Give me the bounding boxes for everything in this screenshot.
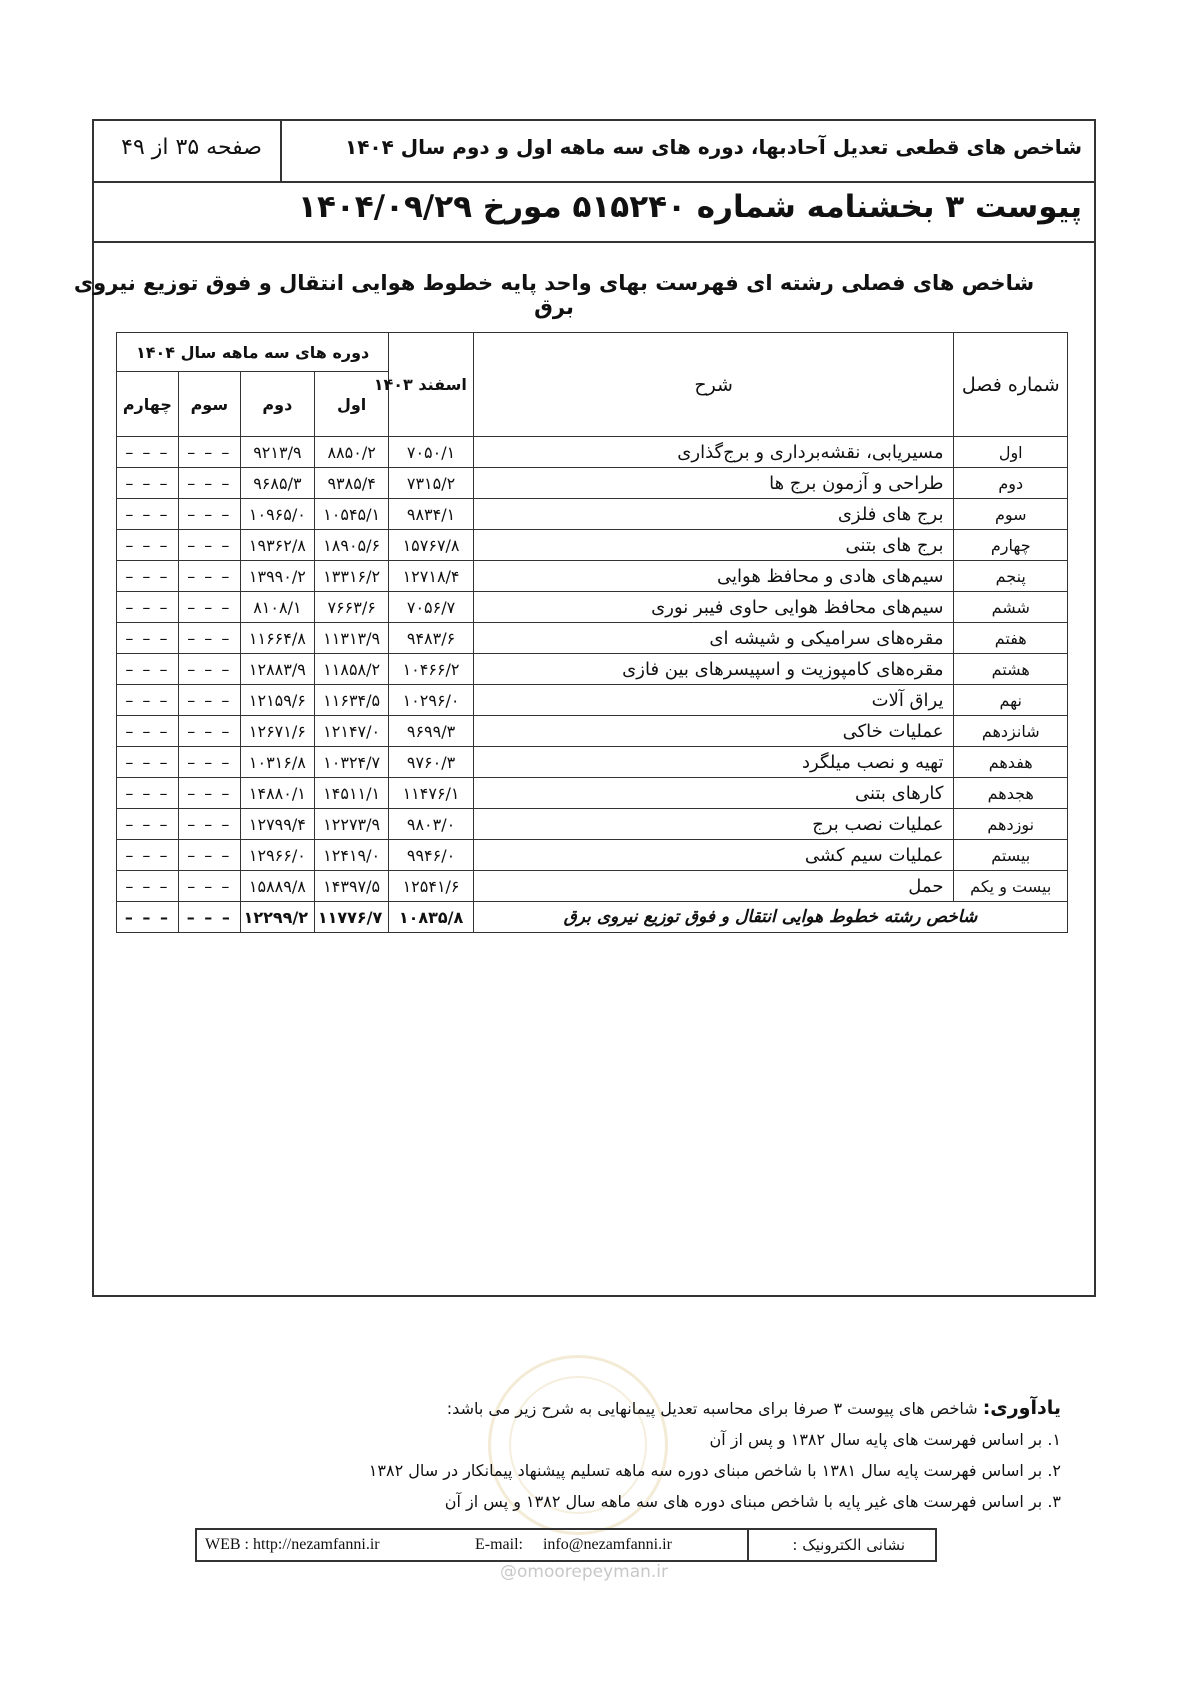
- table-row: – – – – – – ۱۲۶۷۱/۶ ۱۲۱۴۷/۰ ۹۶۹۹/۳ عملیات خاکی شانزدهم: [117, 716, 1068, 747]
- table-row: – – – – – – ۱۵۸۸۹/۸ ۱۴۳۹۷/۵ ۱۲۵۴۱/۶ حمل بیست و یکم: [117, 871, 1068, 902]
- website-link[interactable]: WEB : http://nezamfanni.ir: [205, 1536, 380, 1553]
- watermark-handle: @omoorepeyman.ir: [500, 1562, 669, 1582]
- q4-header: چهارم: [117, 372, 179, 437]
- table-row: – – – – – – ۸۱۰۸/۱ ۷۶۶۳/۶ ۷۰۵۶/۷ سیم‌های محافظ هوایی حاوی فیبر نوری ششم: [117, 592, 1068, 623]
- q3-header: سوم: [178, 372, 240, 437]
- q2-header: دوم: [240, 372, 314, 437]
- notes-block: [369, 1393, 1061, 1517]
- esfand-header: اسفند ۱۴۰۳: [389, 333, 474, 437]
- table-row: – – – – – – ۱۲۱۵۹/۶ ۱۱۶۳۴/۵ ۱۰۲۹۶/۰ یراق آلات نهم: [117, 685, 1068, 716]
- index-table: [116, 332, 1068, 933]
- notes-intro-line: [369, 1393, 1061, 1424]
- contact-box: [195, 1528, 937, 1562]
- email-link[interactable]: E-mail: info@nezamfanni.ir: [475, 1536, 672, 1553]
- q1-header: اول: [315, 372, 389, 437]
- document-title: شاخص های قطعی تعدیل آحادبها، دوره های سه ماهه اول و دوم سال ۱۴۰۴: [345, 135, 1082, 159]
- table-row: – – – – – – ۱۳۹۹۰/۲ ۱۳۳۱۶/۲ ۱۲۷۱۸/۴ سیم‌های هادی و محافظ هوایی پنجم: [117, 561, 1068, 592]
- note-item: ۳. بر اساس فهرست های غیر پایه با شاخص مبنای دوره های سه ماهه سال ۱۳۸۲ و پس از آن: [444, 1492, 1061, 1511]
- total-row: – – – – – – ۱۲۲۹۹/۲ ۱۱۷۷۶/۷ ۱۰۸۳۵/۸ شاخص رشته خطوط هوایی انتقال و فوق توزیع نیروی برق: [117, 902, 1068, 933]
- table-row: – – – – – – ۱۴۸۸۰/۱ ۱۴۵۱۱/۱ ۱۱۴۷۶/۱ کارهای بتنی هجدهم: [117, 778, 1068, 809]
- table-row: – – – – – – ۱۰۹۶۵/۰ ۱۰۵۴۵/۱ ۹۸۳۴/۱ برج های فلزی سوم: [117, 499, 1068, 530]
- table-row: – – – – – – ۹۶۸۵/۳ ۹۳۸۵/۴ ۷۳۱۵/۲ طراحی و آزمون برج ها دوم: [117, 468, 1068, 499]
- notes-lead: یادآوری:: [982, 1397, 1061, 1419]
- note-item: ۲. بر اساس فهرست پایه سال ۱۳۸۱ با شاخص مبنای دوره سه ماهه تسلیم پیشنهاد پیمانکار در سال ۱۳۸۲: [368, 1461, 1061, 1480]
- notes-intro: شاخص های پیوست ۳ صرفا برای محاسبه تعدیل پیمانهایی به شرح زیر می باشد:: [446, 1399, 978, 1418]
- table-row: – – – – – – ۱۲۷۹۹/۴ ۱۲۲۷۳/۹ ۹۸۰۳/۰ عملیات نصب برج نوزدهم: [117, 809, 1068, 840]
- table-row: – – – – – – ۹۲۱۳/۹ ۸۸۵۰/۲ ۷۰۵۰/۱ مسیریابی، نقشه‌برداری و برج‌گذاری اول: [117, 437, 1068, 468]
- document-frame: [73, 119, 1096, 1297]
- table-row: – – – – – – ۱۰۳۱۶/۸ ۱۰۳۲۴/۷ ۹۷۶۰/۳ تهیه و نصب میلگرد هفدهم: [117, 747, 1068, 778]
- page-number: صفحه ۳۵ از ۴۹: [121, 135, 262, 160]
- table-row: – – – – – – ۱۲۹۶۶/۰ ۱۲۴۱۹/۰ ۹۹۴۶/۰ عملیات سیم کشی بیستم: [117, 840, 1068, 871]
- page-number-box: [94, 121, 282, 181]
- total-label: شاخص رشته خطوط هوایی انتقال و فوق توزیع نیروی برق: [473, 902, 1067, 933]
- section-heading: شاخص های فصلی رشته ای فهرست بهای واحد پایه خطوط هوایی انتقال و فوق توزیع نیروی برق: [73, 271, 1035, 319]
- circular-row: [94, 181, 1094, 243]
- note-item: ۱. بر اساس فهرست های پایه سال ۱۳۸۲ و پس از آن: [709, 1430, 1061, 1449]
- table-row: – – – – – – ۱۱۶۶۴/۸ ۱۱۳۱۳/۹ ۹۴۸۳/۶ مقره‌های سرامیکی و شیشه ای هفتم: [117, 623, 1068, 654]
- quarters-group-header: دوره های سه ماهه سال ۱۴۰۴: [117, 333, 389, 372]
- chapter-number-header: شماره فصل: [954, 333, 1068, 437]
- description-header: شرح: [473, 333, 954, 437]
- header-row: [94, 121, 1094, 183]
- table-row: – – – – – – ۱۲۸۸۳/۹ ۱۱۸۵۸/۲ ۱۰۴۶۶/۲ مقره‌های کامپوزیت و اسپیسرهای بین فازی هشتم: [117, 654, 1068, 685]
- circular-reference: پیوست ۳ بخشنامه شماره ۵۱۵۲۴۰ مورخ ۱۴۰۴/۰۹/۲۹: [298, 189, 1082, 225]
- contact-label: نشانی الکترونیک :: [747, 1530, 935, 1560]
- table-row: – – – – – – ۱۹۳۶۲/۸ ۱۸۹۰۵/۶ ۱۵۷۶۷/۸ برج های بتنی چهارم: [117, 530, 1068, 561]
